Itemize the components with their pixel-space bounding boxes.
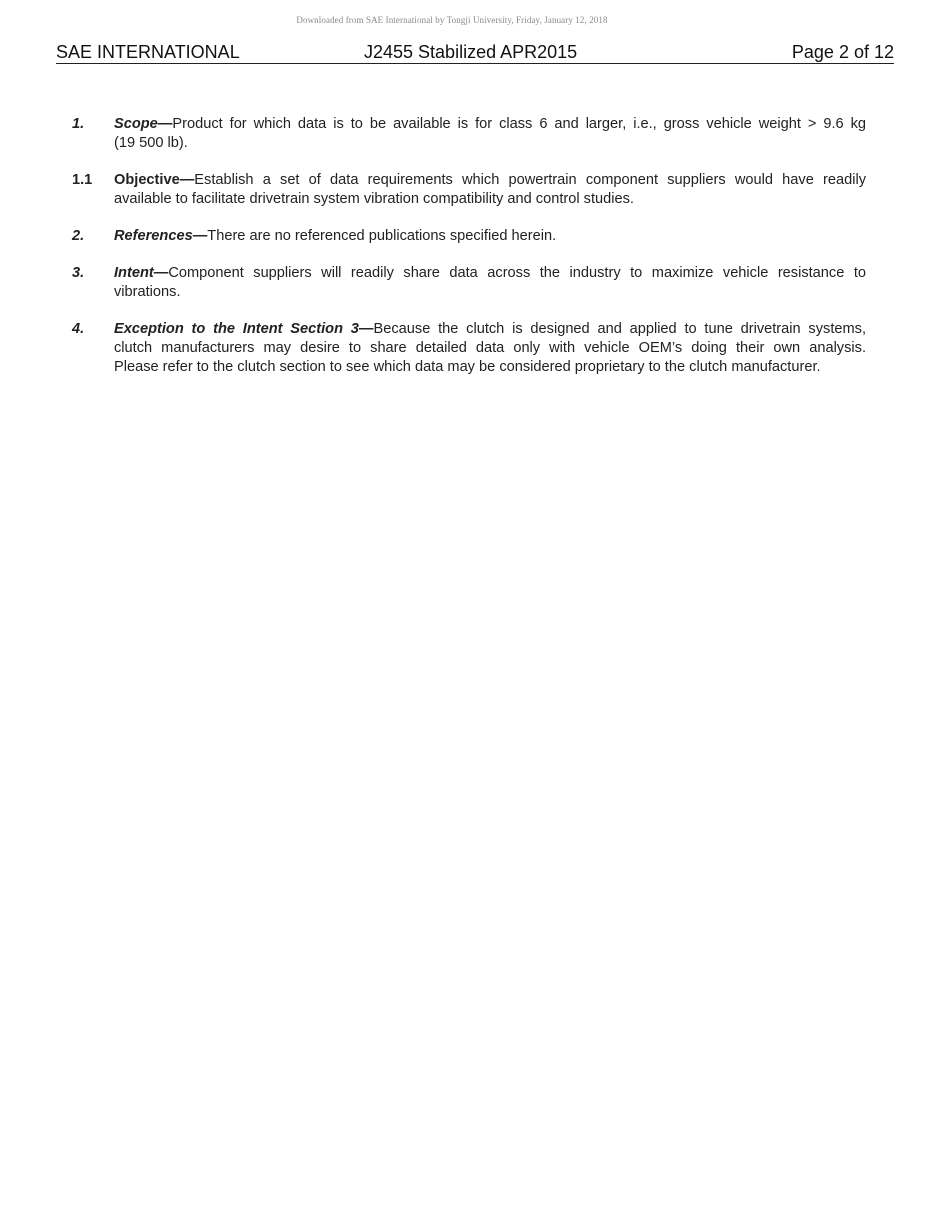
section-title: Objective— — [114, 172, 195, 188]
section-title: References — [114, 228, 193, 244]
section-line — [114, 264, 866, 283]
section-number: 3. — [72, 265, 85, 281]
section-title-dash: — — [192, 228, 208, 244]
section-title: Scope — [114, 116, 158, 132]
section-title: Exception to the Intent Section 3 — [114, 321, 359, 337]
section-number: 4. — [72, 321, 85, 337]
section-line — [114, 115, 866, 134]
section-scope — [72, 115, 866, 153]
section-text: Establish a set of data requirements which powertrain component suppliers would have readily — [194, 172, 866, 188]
section-intent — [72, 264, 866, 302]
section-line — [114, 227, 866, 246]
section-title: Intent — [114, 265, 154, 281]
section-line: Please refer to the clutch section to see which data may be considered proprietary to the clutch manufacturer. — [114, 358, 821, 375]
section-number: 2. — [72, 228, 85, 244]
section-line: vibrations. — [114, 283, 181, 300]
section-text: Component suppliers will readily share data across the industry to maximize vehicle resistance to — [168, 265, 866, 281]
section-line: available to facilitate drivetrain system vibration compatibility and control studies. — [114, 190, 634, 207]
download-watermark: Downloaded from SAE International by Tongji University, Friday, January 12, 2018 — [296, 15, 608, 25]
section-text: Because the clutch is designed and applied to tune drivetrain systems, — [373, 321, 866, 337]
header-page-number: Page 2 of 12 — [791, 42, 894, 62]
section-line — [114, 320, 866, 339]
section-number: 1.1 — [72, 172, 93, 188]
section-body — [114, 264, 866, 302]
section-title-dash: — — [358, 321, 374, 337]
section-title-dash: — — [153, 265, 169, 281]
header-document-id: J2455 Stabilized APR2015 — [364, 42, 578, 62]
section-line: clutch manufacturers may desire to share detailed data only with vehicle OEM’s doing their own analysis. — [114, 339, 866, 356]
section-title-dash: — — [157, 116, 173, 132]
page-header — [56, 42, 894, 64]
section-text: Product for which data is to be available is for class 6 and larger, i.e., gross vehicle weight > 9.6 kg — [172, 116, 866, 132]
section-objective — [72, 171, 866, 209]
section-references — [72, 227, 866, 246]
section-body — [114, 227, 866, 246]
section-body — [114, 320, 866, 376]
section-line: (19 500 lb). — [114, 134, 188, 151]
section-body — [114, 171, 866, 209]
section-text: There are no referenced publications specified herein. — [207, 228, 557, 244]
section-number: 1. — [72, 116, 85, 132]
section-line — [114, 171, 866, 190]
section-exception — [72, 320, 866, 376]
section-body — [114, 115, 866, 153]
header-organization: SAE INTERNATIONAL — [56, 42, 240, 62]
